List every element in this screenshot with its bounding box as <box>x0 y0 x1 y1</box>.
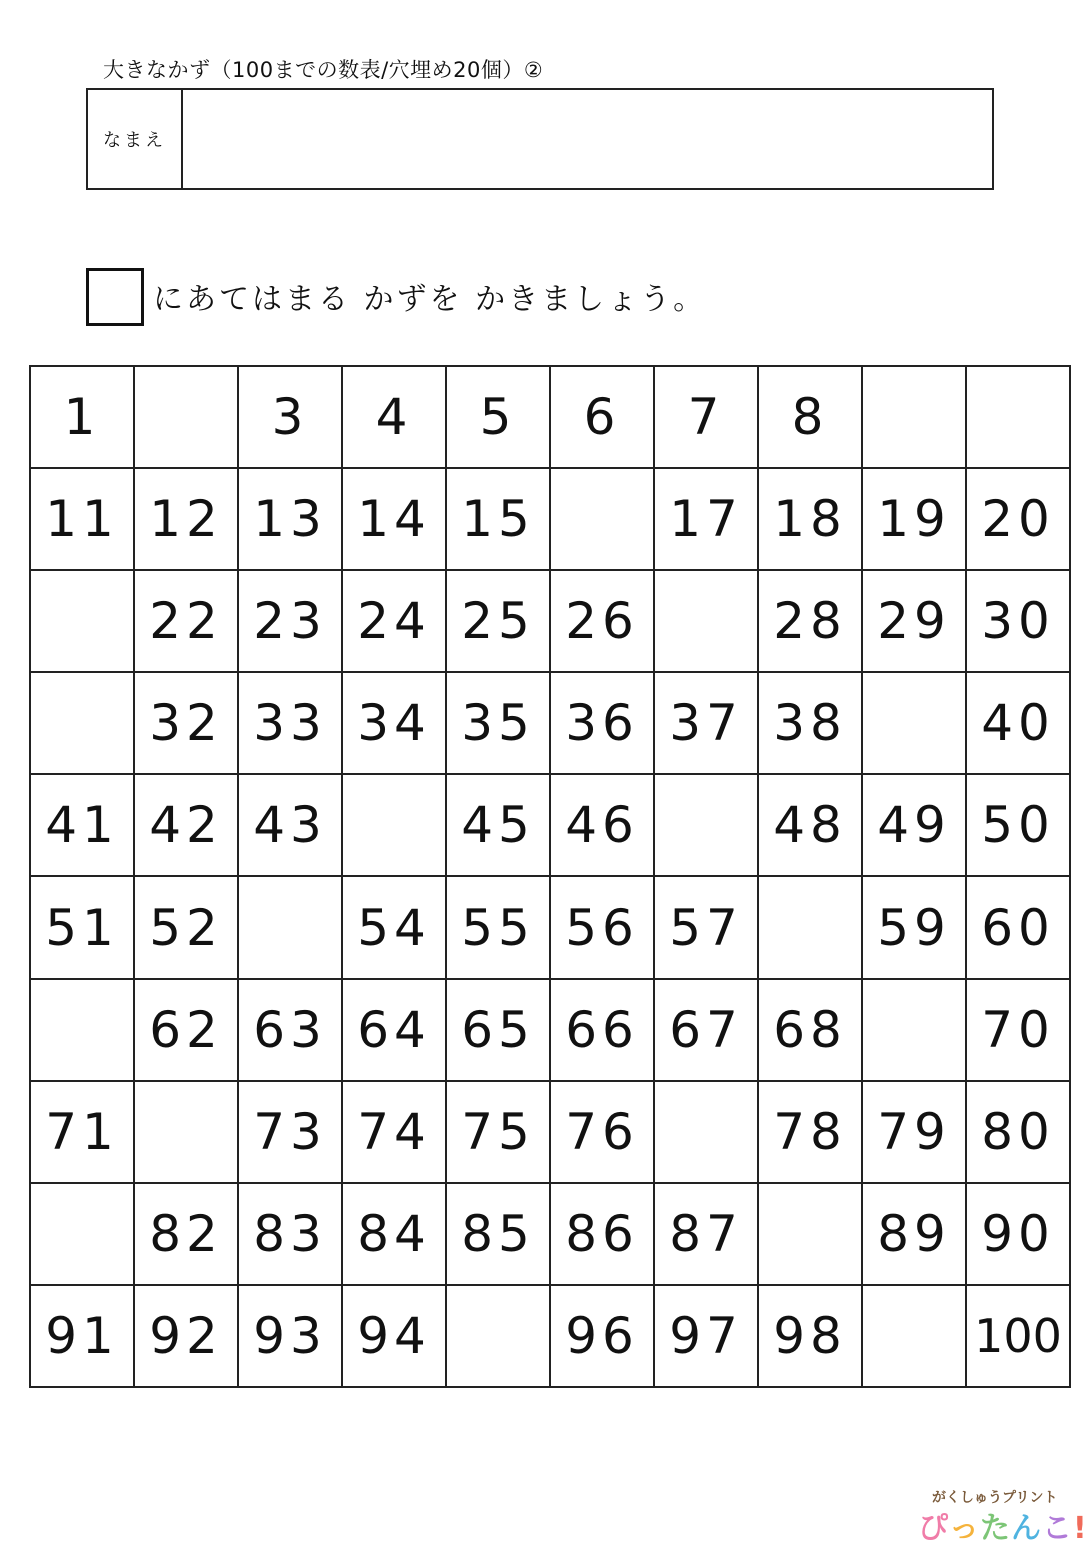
grid-row <box>30 1183 1070 1285</box>
number-cell: 62 <box>134 979 238 1081</box>
blank-cell[interactable] <box>862 979 966 1081</box>
number-cell: 79 <box>862 1081 966 1183</box>
number-cell: 54 <box>342 876 446 978</box>
number-cell: 94 <box>342 1285 446 1387</box>
number-cell: 11 <box>30 468 134 570</box>
name-field[interactable] <box>183 90 992 188</box>
number-cell: 98 <box>758 1285 862 1387</box>
number-cell: 17 <box>654 468 758 570</box>
number-cell: 4 <box>342 366 446 468</box>
logo-tagline: がくしゅうプリント <box>932 1490 1058 1506</box>
grid-row <box>30 774 1070 876</box>
number-grid <box>29 365 1071 1388</box>
number-cell: 86 <box>550 1183 654 1285</box>
number-cell: 42 <box>134 774 238 876</box>
logo-wordmark: ぴったんこ! <box>918 1511 1088 1546</box>
number-cell: 48 <box>758 774 862 876</box>
grid-row <box>30 672 1070 774</box>
number-cell: 35 <box>446 672 550 774</box>
number-cell: 3 <box>238 366 342 468</box>
blank-cell[interactable] <box>550 468 654 570</box>
number-cell: 12 <box>134 468 238 570</box>
answer-box-sample <box>86 268 144 326</box>
number-cell: 57 <box>654 876 758 978</box>
number-cell: 43 <box>238 774 342 876</box>
brand-logo <box>918 1487 1088 1546</box>
number-cell: 93 <box>238 1285 342 1387</box>
number-cell: 60 <box>966 876 1070 978</box>
number-cell: 80 <box>966 1081 1070 1183</box>
number-cell: 46 <box>550 774 654 876</box>
number-cell: 71 <box>30 1081 134 1183</box>
blank-cell[interactable] <box>862 366 966 468</box>
number-cell: 51 <box>30 876 134 978</box>
number-cell: 22 <box>134 570 238 672</box>
number-cell: 32 <box>134 672 238 774</box>
number-cell: 36 <box>550 672 654 774</box>
number-cell: 83 <box>238 1183 342 1285</box>
instruction-text: にあてはまる かずを かきましょう。 <box>153 282 707 317</box>
blank-cell[interactable] <box>134 366 238 468</box>
number-cell: 24 <box>342 570 446 672</box>
number-cell: 25 <box>446 570 550 672</box>
number-cell: 96 <box>550 1285 654 1387</box>
number-cell: 75 <box>446 1081 550 1183</box>
grid-row <box>30 1285 1070 1387</box>
blank-cell[interactable] <box>966 366 1070 468</box>
number-cell: 59 <box>862 876 966 978</box>
number-cell: 70 <box>966 979 1070 1081</box>
number-cell: 49 <box>862 774 966 876</box>
number-cell: 55 <box>446 876 550 978</box>
number-cell: 33 <box>238 672 342 774</box>
number-cell: 73 <box>238 1081 342 1183</box>
number-cell: 15 <box>446 468 550 570</box>
number-cell: 90 <box>966 1183 1070 1285</box>
grid-row <box>30 876 1070 978</box>
number-cell: 41 <box>30 774 134 876</box>
number-cell: 13 <box>238 468 342 570</box>
number-cell: 29 <box>862 570 966 672</box>
number-cell: 23 <box>238 570 342 672</box>
blank-cell[interactable] <box>654 570 758 672</box>
number-cell: 38 <box>758 672 862 774</box>
number-cell: 18 <box>758 468 862 570</box>
number-cell: 6 <box>550 366 654 468</box>
number-cell: 82 <box>134 1183 238 1285</box>
grid-row <box>30 979 1070 1081</box>
number-cell: 92 <box>134 1285 238 1387</box>
number-cell: 63 <box>238 979 342 1081</box>
number-cell: 67 <box>654 979 758 1081</box>
blank-cell[interactable] <box>758 1183 862 1285</box>
number-cell: 89 <box>862 1183 966 1285</box>
blank-cell[interactable] <box>30 979 134 1081</box>
name-label: なまえ <box>88 90 183 188</box>
number-cell: 91 <box>30 1285 134 1387</box>
number-cell: 74 <box>342 1081 446 1183</box>
grid-row <box>30 570 1070 672</box>
grid-row <box>30 366 1070 468</box>
number-cell: 26 <box>550 570 654 672</box>
number-cell: 84 <box>342 1183 446 1285</box>
number-cell: 78 <box>758 1081 862 1183</box>
number-cell: 50 <box>966 774 1070 876</box>
grid-row <box>30 1081 1070 1183</box>
number-cell: 30 <box>966 570 1070 672</box>
number-cell: 45 <box>446 774 550 876</box>
number-cell: 7 <box>654 366 758 468</box>
number-cell: 87 <box>654 1183 758 1285</box>
blank-cell[interactable] <box>862 672 966 774</box>
number-cell: 28 <box>758 570 862 672</box>
number-cell: 40 <box>966 672 1070 774</box>
name-box <box>86 88 994 190</box>
number-cell: 85 <box>446 1183 550 1285</box>
blank-cell[interactable] <box>238 876 342 978</box>
blank-cell[interactable] <box>134 1081 238 1183</box>
grid-row <box>30 468 1070 570</box>
number-cell: 68 <box>758 979 862 1081</box>
number-cell: 97 <box>654 1285 758 1387</box>
blank-cell[interactable] <box>862 1285 966 1387</box>
number-cell: 20 <box>966 468 1070 570</box>
number-cell: 5 <box>446 366 550 468</box>
blank-cell[interactable] <box>654 774 758 876</box>
number-cell: 14 <box>342 468 446 570</box>
blank-cell[interactable] <box>342 774 446 876</box>
blank-cell[interactable] <box>654 1081 758 1183</box>
number-cell: 65 <box>446 979 550 1081</box>
number-cell: 34 <box>342 672 446 774</box>
number-cell: 100 <box>966 1285 1070 1387</box>
blank-cell[interactable] <box>30 672 134 774</box>
number-cell: 8 <box>758 366 862 468</box>
number-cell: 56 <box>550 876 654 978</box>
number-cell: 66 <box>550 979 654 1081</box>
worksheet-title: 大きなかず（100までの数表/穴埋め20個）② <box>103 58 544 82</box>
blank-cell[interactable] <box>30 1183 134 1285</box>
blank-cell[interactable] <box>30 570 134 672</box>
blank-cell[interactable] <box>758 876 862 978</box>
number-cell: 19 <box>862 468 966 570</box>
number-cell: 52 <box>134 876 238 978</box>
blank-cell[interactable] <box>446 1285 550 1387</box>
number-cell: 76 <box>550 1081 654 1183</box>
number-cell: 64 <box>342 979 446 1081</box>
number-cell: 1 <box>30 366 134 468</box>
number-cell: 37 <box>654 672 758 774</box>
